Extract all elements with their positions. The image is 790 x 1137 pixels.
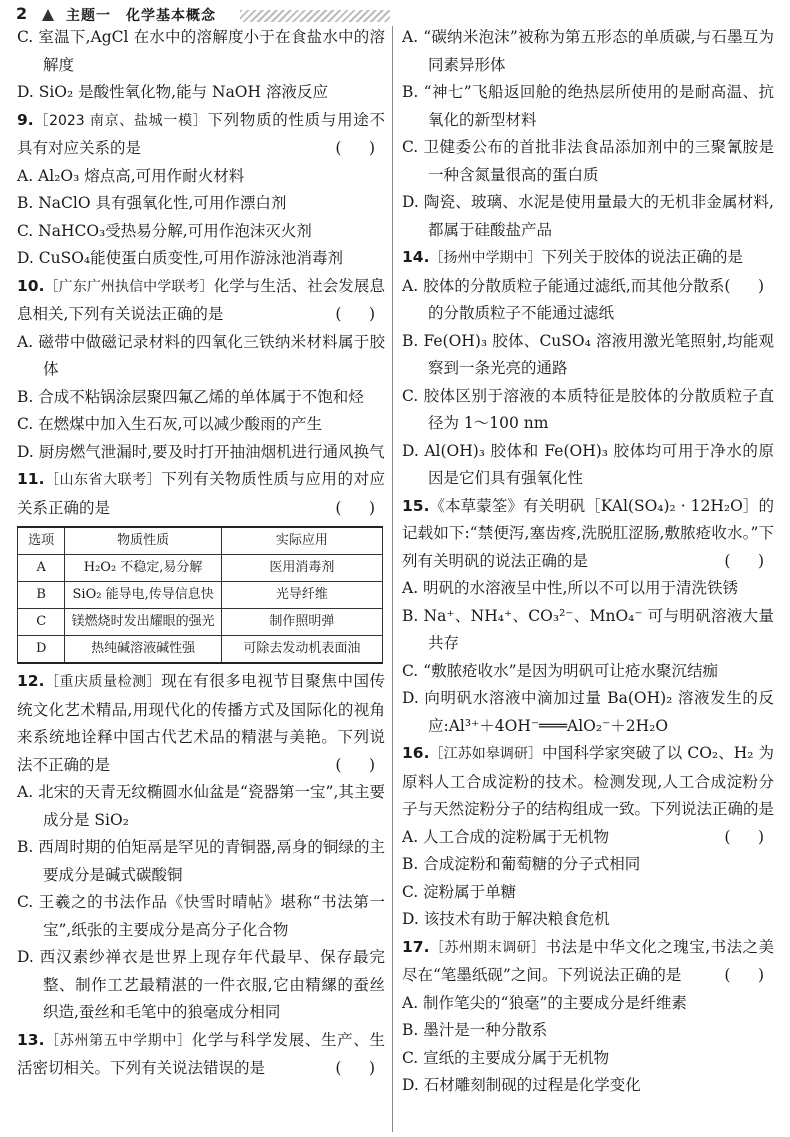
column-divider <box>392 26 393 1132</box>
answer-option: C. 王羲之的书法作品《快雪时晴帖》堪称“书法第一宝”,纸张的主要成分是高分子化合物 <box>17 893 385 939</box>
answer-option: A. 制作笔尖的“狼毫”的主要成分是纤维素 <box>402 993 687 1012</box>
question-stem <box>402 244 774 295</box>
table-header-cell: 实际应用 <box>221 527 382 555</box>
question-stem <box>402 493 774 576</box>
answer-option: B. 合成淀粉和葡萄糖的分子式相同 <box>402 855 641 873</box>
question-number: 17. <box>402 937 430 956</box>
table-cell: 可除去发动机表面油 <box>221 636 382 664</box>
table-cell: C <box>18 609 65 636</box>
answer-blank: ( ) <box>724 827 770 846</box>
question-number: 13. <box>17 1030 45 1049</box>
question-number: 12. <box>17 672 45 690</box>
table-row <box>18 636 383 664</box>
answer-option: D. SiO₂ 是酸性氧化物,能与 NaOH 溶液反应 <box>17 83 328 101</box>
answer-option: D. 陶瓷、玻璃、水泥是使用量最大的无机非金属材料,都属于硅酸盐产品 <box>402 193 774 239</box>
answer-option: C. 卫健委公布的首批非法食品添加剂中的三聚氰胺是一种含氮量很高的蛋白质 <box>402 138 774 184</box>
question-source: ［扬州中学期中］ <box>429 250 542 266</box>
question-source: ［山东省大联考］ <box>44 472 162 488</box>
table-cell: H₂O₂ 不稳定,易分解 <box>65 555 221 582</box>
table-header-cell: 物质性质 <box>65 527 221 555</box>
table-cell: 光导纤维 <box>221 582 382 609</box>
question-text: 《本草蒙筌》有关明矾［KAl(SO₄)₂ · 12H₂O］的记载如下:“禁便泻,塞齿疼,洗脱肛涩肠,敷脓疮收水。”下列有关明矾的说法正确的是 <box>402 496 774 570</box>
table-row <box>18 609 383 636</box>
question-number: 9. <box>17 110 34 129</box>
question-number: 15. <box>402 496 430 515</box>
answer-option: D. Al(OH)₃ 胶体和 Fe(OH)₃ 胶体均可用于净水的原因是它们具有强氧化性 <box>402 441 774 487</box>
table-cell: B <box>18 582 65 609</box>
answer-blank: ( ) <box>335 305 381 323</box>
question-number: 16. <box>402 744 430 762</box>
answer-option: A. 人工合成的淀粉属于无机物 <box>402 827 610 846</box>
table-cell: 热纯碱溶液碱性强 <box>65 636 221 664</box>
question-stem <box>17 466 385 522</box>
table-row <box>18 582 383 609</box>
answer-option: C. “敷脓疮收水”是因为明矾可让疮水聚沉结痂 <box>402 661 719 680</box>
question-source: ［2023 南京、盐城一模］ <box>33 112 208 129</box>
table-header-cell: 选项 <box>18 527 65 555</box>
table-cell: 医用消毒剂 <box>221 555 382 582</box>
question-number: 11. <box>17 470 45 488</box>
answer-option: D. 西汉素纱禅衣是世界上现存年代最早、保存最完整、制作工艺最精湛的一件衣服,它由精縲的蚕丝织造,蚕丝和毛笔中的狼毫成分相同 <box>17 948 385 1021</box>
left-column <box>17 24 385 1083</box>
question-text: 下列物质的性质与用途不具有对应关系的是 <box>17 110 385 157</box>
answer-blank: ( ) <box>335 755 381 774</box>
answer-option: D. 厨房燃气泄漏时,要及时打开抽油烟机进行通风换气 <box>17 442 385 461</box>
table-cell: A <box>18 555 65 582</box>
table-cell: 制作照明弹 <box>221 609 382 636</box>
table-row <box>18 555 383 582</box>
answer-option: A. 胶体的分散质粒子能通过滤纸,而其他分散系的分散质粒子不能通过滤纸 <box>402 276 725 322</box>
answer-option: C. NaHCO₃受热易分解,可用作泡沫灭火剂 <box>17 221 312 240</box>
table-cell: 镁燃烧时发出耀眼的强光 <box>65 609 221 636</box>
answer-option: C. 淀粉属于单糖 <box>402 882 517 901</box>
question-number: 14. <box>402 248 430 266</box>
table-cell: D <box>18 636 65 664</box>
question-text: 化学与科学发展、生产、生活密切相关。下列有关说法错误的是 <box>17 1030 385 1077</box>
answer-option: B. Na⁺、NH₄⁺、CO₃²⁻、MnO₄⁻ 可与明矾溶液大量共存 <box>402 606 774 652</box>
question-number: 10. <box>17 276 45 295</box>
question-source: ［江苏如皋调研］ <box>429 746 543 762</box>
question-text: 书法是中华文化之瑰宝,书法之美尽在“笔墨纸砚”之间。下列说法正确的是 <box>402 937 775 984</box>
question-stem <box>17 1027 385 1083</box>
section-title: 主题一 化学基本概念 <box>66 8 216 24</box>
answer-option: A. 北宋的天青无纹椭圆水仙盆是“瓷器第一宝”,其主要成分是 SiO₂ <box>17 783 385 829</box>
question-text: 中国科学家突破了以 CO₂、H₂ 为原料人工合成淀粉的技术。检测发现,人工合成淀粉分子与天然淀粉分子的结构组成一致。下列说法正确的是 <box>402 744 775 818</box>
answer-option: A. “碳纳米泡沫”被称为第五形态的单质碳,与石墨互为同素异形体 <box>402 28 774 74</box>
answer-option: C. 胶体区别于溶液的本质特征是胶体的分散质粒子直径为 1～100 nm <box>402 386 774 432</box>
answer-option: B. 墨汁是一种分散系 <box>402 1021 548 1039</box>
question-text: 化学与生活、社会发展息息相关,下列有关说法正确的是 <box>17 276 385 323</box>
page-number: 2 <box>16 4 28 23</box>
question-stem <box>402 934 774 990</box>
hatch-decoration <box>240 10 390 22</box>
answer-blank: ( ) <box>724 966 770 984</box>
question-source: ［苏州期末调研］ <box>429 939 546 956</box>
answer-option: D. 该技术有助于解决粮食危机 <box>402 910 610 928</box>
answer-option: A. Al₂O₃ 熔点高,可用作耐火材料 <box>17 166 245 185</box>
answer-blank: ( ) <box>724 276 770 295</box>
answer-blank: ( ) <box>335 139 381 157</box>
answer-option: A. 磁带中做磁记录材料的四氧化三铁纳米材料属于胶体 <box>17 332 385 378</box>
right-column <box>402 24 774 1100</box>
answer-option: D. 向明矾水溶液中滴加过量 Ba(OH)₂ 溶液发生的反应:Al³⁺＋4OH⁻═══AlO₂⁻＋2H₂O <box>402 689 774 735</box>
answer-option: B. “神七”飞船返回舱的绝热层所使用的是耐高温、抗氧化的新型材料 <box>402 83 774 129</box>
answer-option: C. 室温下,AgCl 在水中的溶解度小于在食盐水中的溶解度 <box>17 28 385 74</box>
question-text: 下列有关物质性质与应用的对应关系正确的是 <box>17 470 385 517</box>
answer-option: A. 明矾的水溶液呈中性,所以不可以用于清洗铁锈 <box>402 579 738 597</box>
question-text: 下列关于胶体的说法正确的是 <box>541 248 743 266</box>
answer-blank: ( ) <box>724 551 770 570</box>
answer-option: B. 西周时期的伯矩鬲是罕见的青铜器,鬲身的铜绿的主要成分是碱式碳酸铜 <box>17 838 385 884</box>
answer-option: B. 合成不粘锅涂层聚四氟乙烯的单体属于不饱和烃 <box>17 387 364 406</box>
table-cell: SiO₂ 能导电,传导信息快 <box>65 582 221 609</box>
answer-option: C. 在燃煤中加入生石灰,可以减少酸雨的产生 <box>17 415 323 433</box>
answer-option: D. CuSO₄能使蛋白质变性,可用作游泳池消毒剂 <box>17 249 344 267</box>
question-source: ［重庆质量检测］ <box>44 674 162 690</box>
answer-blank: ( ) <box>335 1059 381 1077</box>
answer-option: B. NaClO 具有强氧化性,可用作漂白剂 <box>17 194 287 212</box>
question-stem <box>17 107 385 163</box>
page-header <box>16 4 776 26</box>
question-stem <box>17 273 385 329</box>
answer-option: B. Fe(OH)₃ 胶体、CuSO₄ 溶液用激光笔照射,均能观察到一条光亮的通路 <box>402 331 774 377</box>
question-stem <box>17 668 385 779</box>
question-text: 现在有很多电视节目聚焦中国传统文化艺术精品,用现代化的传播方式及国际化的视角来系统地诠释中国古代艺术品的精湛与美艳。下列说法不正确的是 <box>17 672 385 774</box>
triangle-icon <box>42 9 54 21</box>
property-table <box>17 526 383 664</box>
answer-blank: ( ) <box>335 498 381 517</box>
question-source: ［广东广州执信中学联考］ <box>44 278 214 295</box>
answer-option: D. 石材雕刻制砚的过程是化学变化 <box>402 1076 641 1094</box>
answer-option: C. 宣纸的主要成分属于无机物 <box>402 1048 610 1067</box>
question-source: ［苏州第五中学期中］ <box>44 1032 192 1049</box>
